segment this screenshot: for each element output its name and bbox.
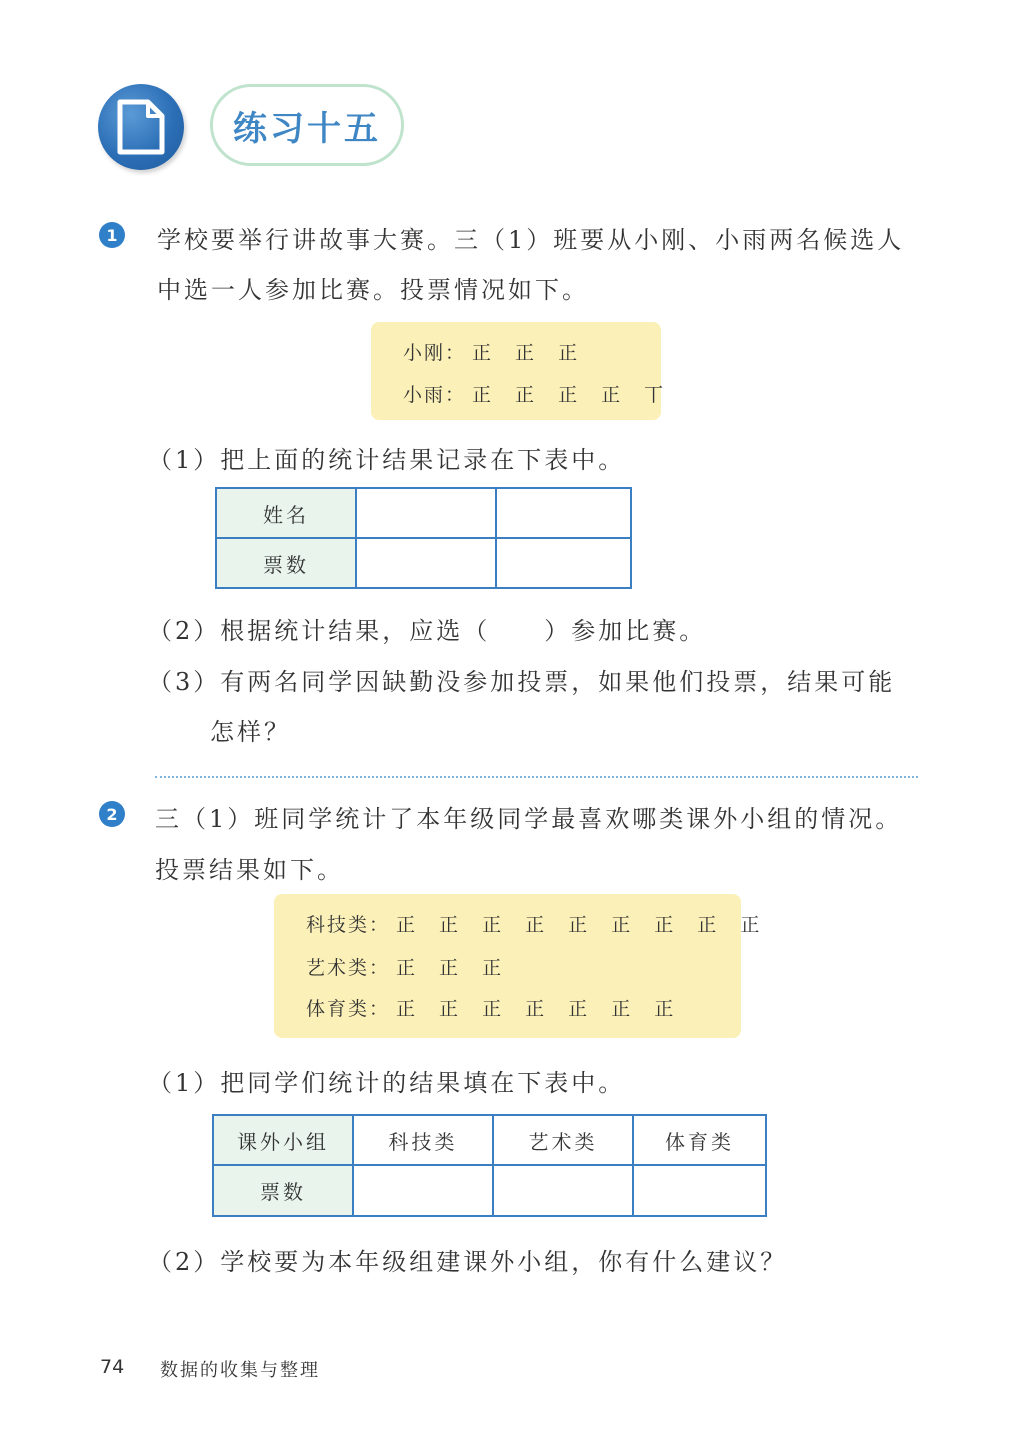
table-header-votes: 票数 xyxy=(216,538,356,588)
tally-name: 科技类： xyxy=(306,914,391,936)
q1-text-line1: 学校要举行讲故事大赛。三（1）班要从小刚、小雨两名候选人 xyxy=(157,226,905,254)
q1-sub3-line1: （3）有两名同学因缺勤没参加投票，如果他们投票，结果可能 xyxy=(148,668,896,696)
tally-row xyxy=(306,910,761,937)
tally-marks: 正 正 正 xyxy=(396,957,504,979)
table-cell-input[interactable] xyxy=(633,1165,766,1216)
tally-marks: 正 正 正 正 正 正 正 正 正 xyxy=(396,914,762,936)
q1-sub3-line2: 怎样？ xyxy=(210,718,291,746)
table-header-votes: 票数 xyxy=(213,1165,353,1216)
tally-name: 小雨： xyxy=(403,384,467,406)
tally-row xyxy=(403,380,665,407)
table-header-tech: 科技类 xyxy=(353,1115,493,1165)
q1-sub2: （2）根据统计结果，应选（ ）参加比赛。 xyxy=(148,617,707,645)
tally-name: 体育类： xyxy=(306,998,391,1020)
table-cell-input[interactable] xyxy=(356,538,496,588)
q1-tally-box xyxy=(371,322,666,420)
q2-table xyxy=(212,1114,767,1217)
table-header-art: 艺术类 xyxy=(493,1115,633,1165)
table-cell-input[interactable] xyxy=(496,488,631,538)
table-header-group: 课外小组 xyxy=(213,1115,353,1165)
exercise-icon xyxy=(98,84,184,170)
table-header-sports: 体育类 xyxy=(633,1115,766,1165)
q2-text-line2: 投票结果如下。 xyxy=(155,856,344,884)
section-divider xyxy=(155,776,918,778)
tally-row xyxy=(306,994,675,1021)
table-cell-input[interactable] xyxy=(353,1165,493,1216)
q2-sub1: （1）把同学们统计的结果填在下表中。 xyxy=(148,1069,626,1097)
page-title: 练习十五 xyxy=(210,84,404,166)
tally-name: 艺术类： xyxy=(306,957,391,979)
q2-tally-box xyxy=(274,894,762,1038)
table-cell-input[interactable] xyxy=(356,488,496,538)
q1-sub1: （1）把上面的统计结果记录在下表中。 xyxy=(148,446,626,474)
page-number: 74 xyxy=(100,1356,125,1378)
table-header-name: 姓名 xyxy=(216,488,356,538)
q1-table xyxy=(215,487,632,589)
tally-marks: 正 正 正 xyxy=(472,342,580,364)
tally-row xyxy=(306,953,503,980)
q2-text-line1: 三（1）班同学统计了本年级同学最喜欢哪类课外小组的情况。 xyxy=(155,805,903,833)
table-cell-input[interactable] xyxy=(493,1165,633,1216)
tally-marks: 正 正 正 正 正 正 正 xyxy=(396,998,676,1020)
q1-text-line2: 中选一人参加比赛。投票情况如下。 xyxy=(157,276,589,304)
tally-name: 小刚： xyxy=(403,342,467,364)
section-title: 数据的收集与整理 xyxy=(160,1360,320,1381)
q2-sub2: （2）学校要为本年级组建课外小组，你有什么建议？ xyxy=(148,1248,788,1276)
tally-marks: 正 正 正 正 丅 xyxy=(472,384,666,406)
table-cell-input[interactable] xyxy=(496,538,631,588)
document-icon xyxy=(98,84,184,170)
tally-row xyxy=(403,338,579,365)
question-1-badge: 1 xyxy=(99,222,125,248)
question-2-badge: 2 xyxy=(99,801,125,827)
